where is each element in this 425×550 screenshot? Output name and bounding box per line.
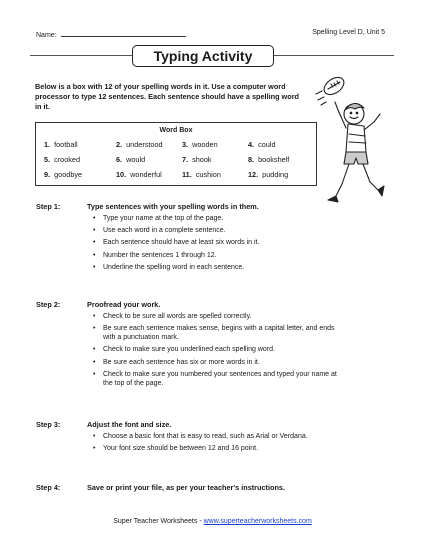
word-item: 11. cushion (182, 170, 221, 179)
list-item: • Check to make sure you numbered your sentences and typed your name at the top of the page. (90, 370, 340, 388)
word-item: 4. could (248, 140, 276, 149)
word-item: 1. football (44, 140, 78, 149)
step-2-list (90, 312, 340, 391)
page-title (132, 45, 274, 67)
word-item: 2. understood (116, 140, 163, 149)
page-title-text: Typing Activity (153, 48, 253, 64)
name-label: Name: (36, 32, 57, 39)
word-item: 9. goodbye (44, 170, 83, 179)
word-item: 12. pudding (248, 170, 289, 179)
list-item: • Choose a basic font that is easy to read, such as Arial or Verdana. (90, 432, 340, 441)
list-item: • Check to be sure all words are spelled correctly. (90, 312, 340, 321)
step-2-label: Step 2: (36, 300, 61, 309)
step-1-title: Type sentences with your spelling words in them. (87, 202, 259, 211)
spelling-level: Spelling Level D, Unit 5 (312, 29, 385, 36)
step-3-title: Adjust the font and size. (87, 420, 172, 429)
list-item: • Be sure each sentence has six or more words in it. (90, 358, 340, 367)
list-item: • Type your name at the top of the page. (90, 214, 340, 223)
list-item: • Number the sentences 1 through 12. (90, 251, 340, 260)
step-4-label: Step 4: (36, 483, 61, 492)
list-item: • Underline the spelling word in each sentence. (90, 263, 340, 272)
list-item: • Each sentence should have at least six words in it. (90, 238, 340, 247)
word-item: 6. would (116, 155, 146, 164)
step-3-list (90, 432, 340, 456)
step-1-label: Step 1: (36, 202, 61, 211)
word-item: 5. crooked (44, 155, 81, 164)
step-3-label: Step 3: (36, 420, 61, 429)
footer-link[interactable]: www.superteacherworksheets.com (203, 518, 312, 525)
step-1-list (90, 214, 340, 275)
list-item: • Use each word in a complete sentence. (90, 226, 340, 235)
word-box-heading: Word Box (159, 127, 193, 134)
football-player-icon (312, 72, 388, 210)
word-item: 8. bookshelf (248, 155, 290, 164)
intro-text: Below is a box with 12 of your spelling words in it. Use a computer word processor to type 12 sentences. Each sentence should have a spelling word in it. (35, 82, 299, 111)
footer (0, 518, 425, 525)
footer-separator: - (197, 518, 204, 525)
step-2-title: Proofread your work. (87, 300, 161, 309)
name-field (36, 29, 186, 39)
step-4-title: Save or print your file, as per your teacher's instructions. (87, 483, 285, 492)
word-box (35, 122, 317, 186)
footer-brand: Super Teacher Worksheets (113, 518, 198, 525)
word-item: 10. wonderful (116, 170, 162, 179)
list-item: • Be sure each sentence makes sense, begins with a capital letter, and ends with a punctuation mark. (90, 324, 340, 342)
name-blank-line (61, 29, 186, 37)
word-item: 3. wooden (182, 140, 218, 149)
word-item: 7. shook (182, 155, 212, 164)
list-item: • Your font size should be between 12 and 16 point. (90, 444, 340, 453)
list-item: • Check to make sure you underlined each spelling word. (90, 345, 340, 354)
